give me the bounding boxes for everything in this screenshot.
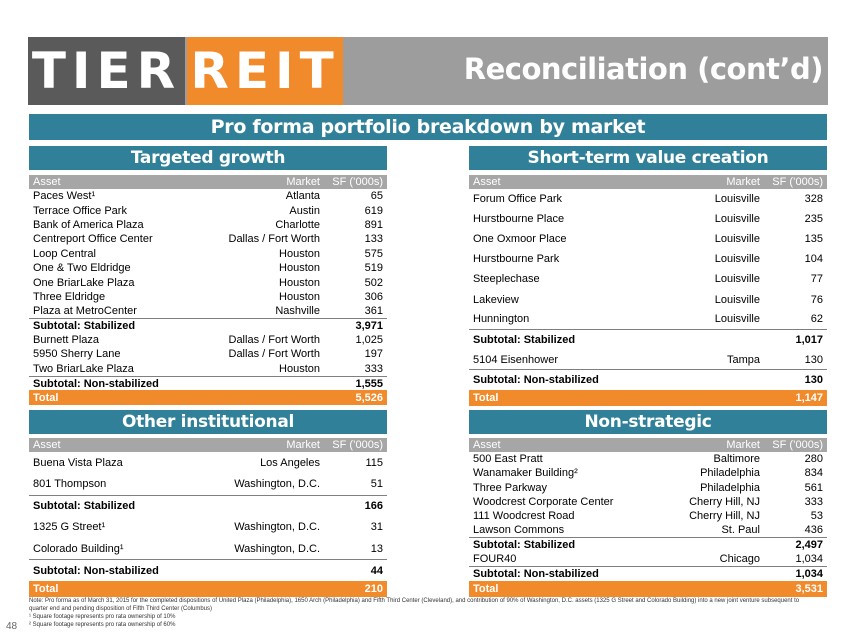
- table-row: [29, 538, 387, 560]
- table-row: [29, 517, 387, 539]
- page-title: Reconciliation (cont’d): [463, 52, 823, 86]
- asset-cell: Buena Vista Plaza: [33, 456, 123, 469]
- asset-cell: Hurstbourne Place: [473, 213, 565, 226]
- asset-cell: 801 Thompson: [33, 478, 107, 490]
- sf-cell: 561: [804, 481, 823, 494]
- sf-cell: 77: [810, 273, 823, 286]
- subtotal-non-stabilized-row-label: Subtotal: Non-stabilized: [29, 376, 179, 390]
- table-row: [469, 189, 827, 209]
- asset-cell: Two BriarLake Plaza: [33, 362, 134, 375]
- asset-cell: FOUR40: [473, 552, 517, 565]
- header-market: Market: [179, 438, 324, 452]
- asset-cell: Loop Central: [33, 247, 96, 260]
- subtotal-stabilized-row-label: Subtotal: Stabilized: [469, 330, 619, 350]
- market-cell: Los Angeles: [260, 456, 320, 469]
- header-market: Market: [629, 438, 764, 452]
- sf-cell: 130: [804, 353, 823, 366]
- subtotal-non-stabilized-row: [469, 566, 827, 580]
- section-title-nonstrategic: Non-strategic: [469, 410, 827, 434]
- subtotal-non-stabilized-row-value: 130: [764, 370, 827, 390]
- market-cell: Tampa: [726, 353, 760, 366]
- header-market: Market: [619, 175, 764, 189]
- table-row: [469, 509, 827, 523]
- table-non-strategic: [469, 438, 827, 597]
- footnote-1: ¹ Square footage represents pro rata ownership of 10%: [29, 614, 176, 620]
- asset-cell: One BriarLake Plaza: [33, 276, 135, 289]
- empty-cell: [619, 390, 764, 406]
- empty-cell: [629, 581, 764, 597]
- section-title-institutional: Other institutional: [29, 410, 387, 434]
- asset-cell: Wanamaker Building²: [473, 467, 578, 480]
- asset-cell: Hurstbourne Park: [473, 253, 560, 266]
- market-cell: Nashville: [275, 305, 320, 318]
- market-cell: Houston: [279, 362, 320, 375]
- page-number: 48: [6, 621, 18, 632]
- total-row-value: 3,531: [764, 581, 827, 597]
- market-cell: Chicago: [719, 552, 760, 565]
- table-row: [29, 218, 387, 232]
- subtotal-non-stabilized-row-label: Subtotal: Non-stabilized: [469, 370, 619, 390]
- table-row: [469, 495, 827, 509]
- subtotal-non-stabilized-row-label: Subtotal: Non-stabilized: [469, 566, 629, 580]
- empty-cell: [619, 330, 764, 350]
- table-row: [469, 481, 827, 495]
- market-cell: Dallas / Fort Worth: [228, 334, 320, 347]
- sf-cell: 436: [804, 524, 823, 537]
- asset-cell: Three Parkway: [473, 481, 547, 494]
- empty-cell: [629, 538, 764, 552]
- table-row: [29, 203, 387, 217]
- sf-cell: 619: [364, 204, 383, 217]
- subtotal-stabilized-row: [469, 330, 827, 350]
- sf-cell: 502: [364, 276, 383, 289]
- asset-cell: Paces West¹: [33, 190, 96, 203]
- subtotal-stabilized-row: [29, 495, 387, 517]
- sf-cell: 133: [364, 233, 383, 246]
- table-row: [29, 261, 387, 275]
- total-row-label: Total: [29, 581, 179, 597]
- market-cell: Philadelphia: [700, 467, 760, 480]
- sf-cell: 519: [364, 262, 383, 275]
- subtotal-stabilized-row-value: 2,497: [764, 538, 827, 552]
- sf-cell: 306: [364, 290, 383, 303]
- subtotal-stabilized-row-label: Subtotal: Stabilized: [469, 538, 629, 552]
- table-row: [29, 232, 387, 246]
- subtotal-non-stabilized-row: [469, 370, 827, 390]
- sf-cell: 197: [364, 348, 383, 361]
- table-other-institutional: [29, 438, 387, 597]
- table-row: [469, 229, 827, 249]
- subtotal-stabilized-row-label: Subtotal: Stabilized: [29, 319, 179, 333]
- sf-cell: 834: [804, 467, 823, 480]
- empty-cell: [619, 370, 764, 390]
- asset-cell: Centreport Office Center: [33, 233, 153, 246]
- header-asset: Asset: [29, 438, 179, 452]
- subtotal-non-stabilized-row-value: 44: [324, 560, 387, 582]
- section-title-shortterm: Short-term value creation: [469, 146, 827, 170]
- table-row: [469, 350, 827, 370]
- header-market: Market: [179, 175, 324, 189]
- sf-cell: 575: [364, 247, 383, 260]
- market-cell: Houston: [279, 290, 320, 303]
- main-banner: Pro forma portfolio breakdown by market: [29, 114, 827, 140]
- asset-cell: Bank of America Plaza: [33, 218, 144, 231]
- table-row: [469, 552, 827, 566]
- market-cell: Atlanta: [285, 190, 320, 203]
- table-row: [469, 452, 827, 466]
- sf-cell: 333: [364, 362, 383, 375]
- asset-cell: Steeplechase: [473, 273, 540, 286]
- empty-cell: [179, 390, 324, 405]
- asset-cell: Burnett Plaza: [33, 334, 100, 347]
- asset-cell: Lakeview: [473, 293, 519, 306]
- table-row: [469, 269, 827, 289]
- asset-cell: 5104 Eisenhower: [473, 353, 559, 366]
- header-asset: Asset: [469, 438, 629, 452]
- subtotal-non-stabilized-row-value: 1,555: [324, 376, 387, 390]
- footnote-2: ² Square footage represents pro rata ownership of 60%: [29, 622, 176, 628]
- market-cell: Cherry Hill, NJ: [689, 496, 760, 509]
- asset-cell: One & Two Eldridge: [33, 262, 131, 275]
- table-row: [29, 304, 387, 318]
- table-row: [29, 474, 387, 496]
- market-cell: Houston: [279, 247, 320, 260]
- header-sf: SF (’000s): [764, 175, 827, 189]
- market-cell: St. Paul: [721, 524, 760, 537]
- market-cell: Dallas / Fort Worth: [228, 348, 320, 361]
- total-row-label: Total: [469, 390, 619, 406]
- table-row: [29, 452, 387, 474]
- table-row: [469, 209, 827, 229]
- asset-cell: Hunnington: [473, 313, 530, 326]
- sf-cell: 328: [804, 193, 823, 206]
- market-cell: Washington, D.C.: [234, 478, 320, 490]
- header-sf: SF (’000s): [324, 438, 387, 452]
- market-cell: Dallas / Fort Worth: [228, 233, 320, 246]
- market-cell: Cherry Hill, NJ: [689, 510, 760, 523]
- sf-cell: 1,025: [355, 334, 383, 347]
- sf-cell: 361: [364, 305, 383, 318]
- market-cell: Philadelphia: [700, 481, 760, 494]
- market-cell: Louisville: [714, 273, 760, 286]
- sf-cell: 1,034: [795, 552, 823, 565]
- subtotal-stabilized-row: [29, 319, 387, 333]
- subtotal-non-stabilized-row-value: 1,034: [764, 566, 827, 580]
- asset-cell: Lawson Commons: [473, 524, 565, 537]
- total-row-value: 5,526: [324, 390, 387, 405]
- sf-cell: 135: [804, 233, 823, 246]
- empty-cell: [179, 495, 324, 517]
- table-row: [29, 275, 387, 289]
- table-header: [469, 438, 827, 452]
- asset-cell: Three Eldridge: [33, 290, 106, 303]
- subtotal-stabilized-row-value: 1,017: [764, 330, 827, 350]
- market-cell: Louisville: [714, 293, 760, 306]
- total-row-value: 1,147: [764, 390, 827, 406]
- empty-cell: [629, 566, 764, 580]
- total-row-value: 210: [324, 581, 387, 597]
- logo-reit-text: REIT: [190, 42, 340, 100]
- header-sf: SF (’000s): [324, 175, 387, 189]
- asset-cell: 111 Woodcrest Road: [473, 510, 575, 523]
- market-cell: Houston: [279, 262, 320, 275]
- header-sf: SF (’000s): [764, 438, 827, 452]
- subtotal-stabilized-row-label: Subtotal: Stabilized: [29, 495, 179, 517]
- total-row: [469, 390, 827, 406]
- market-cell: Austin: [289, 204, 320, 217]
- header-asset: Asset: [29, 175, 179, 189]
- asset-cell: 500 East Pratt: [473, 453, 543, 466]
- asset-cell: One Oxmoor Place: [473, 233, 567, 246]
- market-cell: Washington, D.C.: [234, 521, 320, 534]
- sf-cell: 235: [804, 213, 823, 226]
- table-row: [29, 333, 387, 347]
- table-row: [29, 247, 387, 261]
- footnotes: [29, 597, 819, 629]
- asset-cell: 1325 G Street¹: [33, 521, 106, 534]
- subtotal-stabilized-row-value: 166: [324, 495, 387, 517]
- sf-cell: 65: [370, 190, 383, 203]
- total-row: [469, 581, 827, 597]
- table-header: [469, 175, 827, 189]
- table-row: [29, 362, 387, 376]
- market-cell: Washington, D.C.: [234, 542, 320, 555]
- total-row: [29, 581, 387, 597]
- subtotal-non-stabilized-row: [29, 560, 387, 582]
- total-row: [29, 390, 387, 405]
- asset-cell: 5950 Sherry Lane: [33, 348, 121, 361]
- asset-cell: Terrace Office Park: [33, 204, 127, 217]
- subtotal-stabilized-row-value: 3,971: [324, 319, 387, 333]
- table-header: [29, 438, 387, 452]
- sf-cell: 53: [810, 510, 823, 523]
- sf-cell: 13: [370, 542, 383, 555]
- asset-cell: Woodcrest Corporate Center: [473, 496, 614, 509]
- market-cell: Louisville: [714, 233, 760, 246]
- market-cell: Louisville: [714, 193, 760, 206]
- logo-tier-text: TIER: [31, 42, 182, 100]
- table-row: [469, 310, 827, 330]
- empty-cell: [179, 581, 324, 597]
- sf-cell: 333: [804, 496, 823, 509]
- table-row: [29, 189, 387, 203]
- market-cell: Charlotte: [275, 218, 320, 231]
- table-header: [29, 175, 387, 189]
- sf-cell: 115: [365, 456, 383, 469]
- table-short-term-value: [469, 175, 827, 406]
- footnote-note: Note: Pro forma as of March 31, 2015 for the completed dispositions of United Plaza (Philadelphia), 1650 Arch (Philadelphia) and Fifth Third Center (Cleveland), and contribution of 90% of Washington, D.C. assets (1325 G Street and Colorado Building) into a new joint venture subsequent to quarter end and pending disposition of Fifth Third Center (Columbus): [29, 598, 800, 612]
- sf-cell: 891: [364, 218, 383, 231]
- empty-cell: [179, 319, 324, 333]
- table-row: [29, 290, 387, 304]
- table-row: [29, 347, 387, 361]
- market-cell: Houston: [279, 276, 320, 289]
- sf-cell: 76: [810, 293, 823, 306]
- total-row-label: Total: [29, 390, 179, 405]
- asset-cell: Forum Office Park: [473, 193, 563, 206]
- subtotal-non-stabilized-row-label: Subtotal: Non-stabilized: [29, 560, 179, 582]
- table-targeted-growth: [29, 175, 387, 405]
- subtotal-non-stabilized-row: [29, 376, 387, 390]
- table-row: [469, 249, 827, 269]
- subtotal-stabilized-row: [469, 538, 827, 552]
- section-title-targeted: Targeted growth: [29, 146, 387, 170]
- table-row: [469, 466, 827, 480]
- total-row-label: Total: [469, 581, 629, 597]
- header-asset: Asset: [469, 175, 619, 189]
- asset-cell: Plaza at MetroCenter: [33, 305, 137, 318]
- market-cell: Louisville: [714, 253, 760, 266]
- empty-cell: [179, 376, 324, 390]
- market-cell: Louisville: [714, 213, 760, 226]
- table-row: [469, 289, 827, 309]
- sf-cell: 31: [370, 521, 383, 534]
- sf-cell: 280: [804, 453, 823, 466]
- sf-cell: 104: [804, 253, 823, 266]
- sf-cell: 51: [370, 478, 383, 490]
- sf-cell: 62: [810, 313, 823, 326]
- empty-cell: [179, 560, 324, 582]
- market-cell: Louisville: [714, 313, 760, 326]
- asset-cell: Colorado Building¹: [33, 542, 124, 555]
- table-row: [469, 523, 827, 537]
- market-cell: Baltimore: [713, 453, 760, 466]
